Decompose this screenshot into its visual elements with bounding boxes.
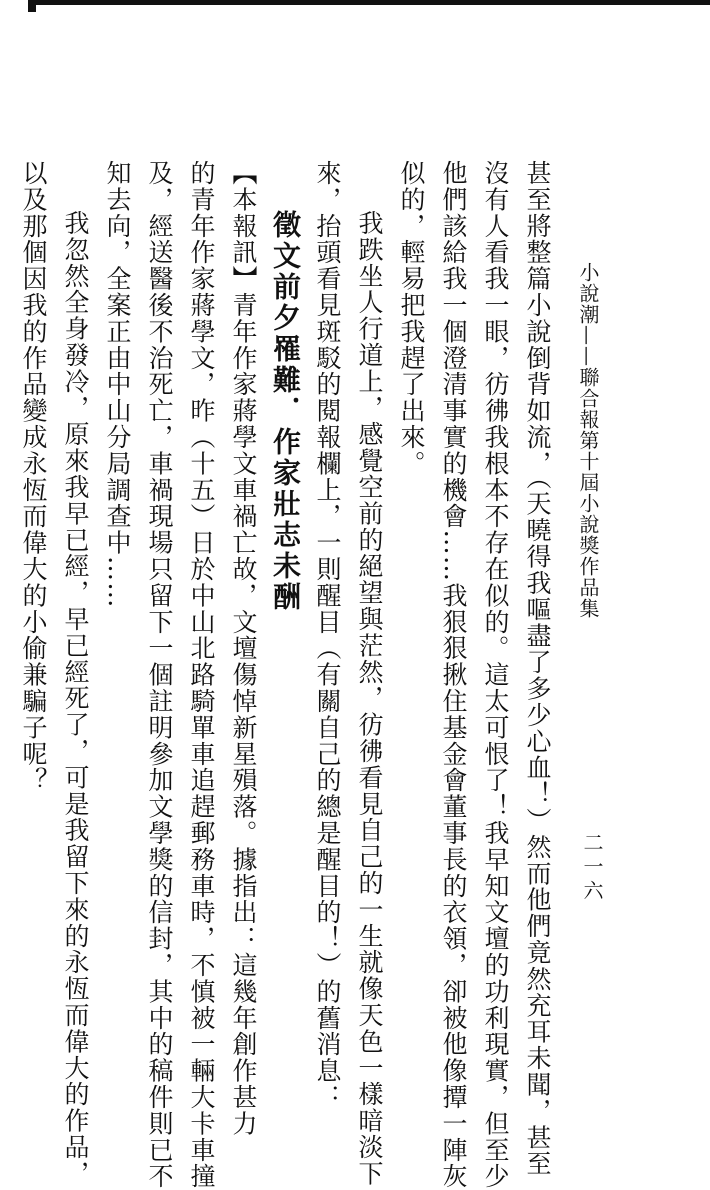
text-line: 似的，輕易把我趕了出來。 bbox=[397, 160, 426, 477]
news-headline: 徵文前夕罹難．作家壯志未酬 bbox=[269, 210, 302, 613]
text-line: 及，經送醫後不治死亡，車禍現場只留下一個註明參加文學獎的信封，其中的稿件則已不 bbox=[145, 160, 174, 1190]
body-text bbox=[12, 160, 558, 1190]
text-line: 以及那個因我的作品變成永恆而偉大的小偷兼騙子呢？ bbox=[19, 160, 48, 794]
text-line: 甚至將整篇小說倒背如流，（天曉得我嘔盡了多少心血！）然而他們竟然充耳未聞，甚至 bbox=[523, 160, 552, 1178]
text-line: 我跌坐人行道上，感覺空前的絕望與茫然，彷彿看見自己的一生就像天色一樣暗淡下 bbox=[355, 210, 384, 1187]
text-line: 他們該給我一個澄清事實的機會……我狠狠揪住基金會董事長的衣領，卻被他像撢一陣灰 bbox=[439, 160, 468, 1190]
text-line: 【本報訊】青年作家蔣學文車禍亡故，文壇傷悼新星殞落。據指出：這幾年創作甚力 bbox=[229, 160, 258, 1137]
top-rule bbox=[28, 0, 710, 5]
running-head: 小說潮——聯合報第十屆小說獎作品集 bbox=[576, 262, 600, 619]
page-number: 二一六 bbox=[580, 832, 604, 904]
top-rule-corner bbox=[28, 0, 36, 12]
text-line: 的青年作家蔣學文，昨（十五）日於中山北路騎單車追趕郵務車時，不慎被一輛大卡車撞 bbox=[187, 160, 216, 1190]
text-line: 沒有人看我一眼，彷彿我根本不存在似的。這太可恨了！我早知文壇的功利現實，但至少 bbox=[481, 160, 510, 1190]
text-line: 來，抬頭看見斑駁的閱報欄上，一則醒目（有關自己的總是醒目的！）的舊消息： bbox=[313, 160, 342, 1111]
text-line: 我忽然全身發冷，原來我早已經，早已經死了，可是我留下來的永恆而偉大的作品， bbox=[61, 210, 90, 1187]
text-line: 知去向，全案正由中山分局調查中…… bbox=[103, 160, 132, 609]
